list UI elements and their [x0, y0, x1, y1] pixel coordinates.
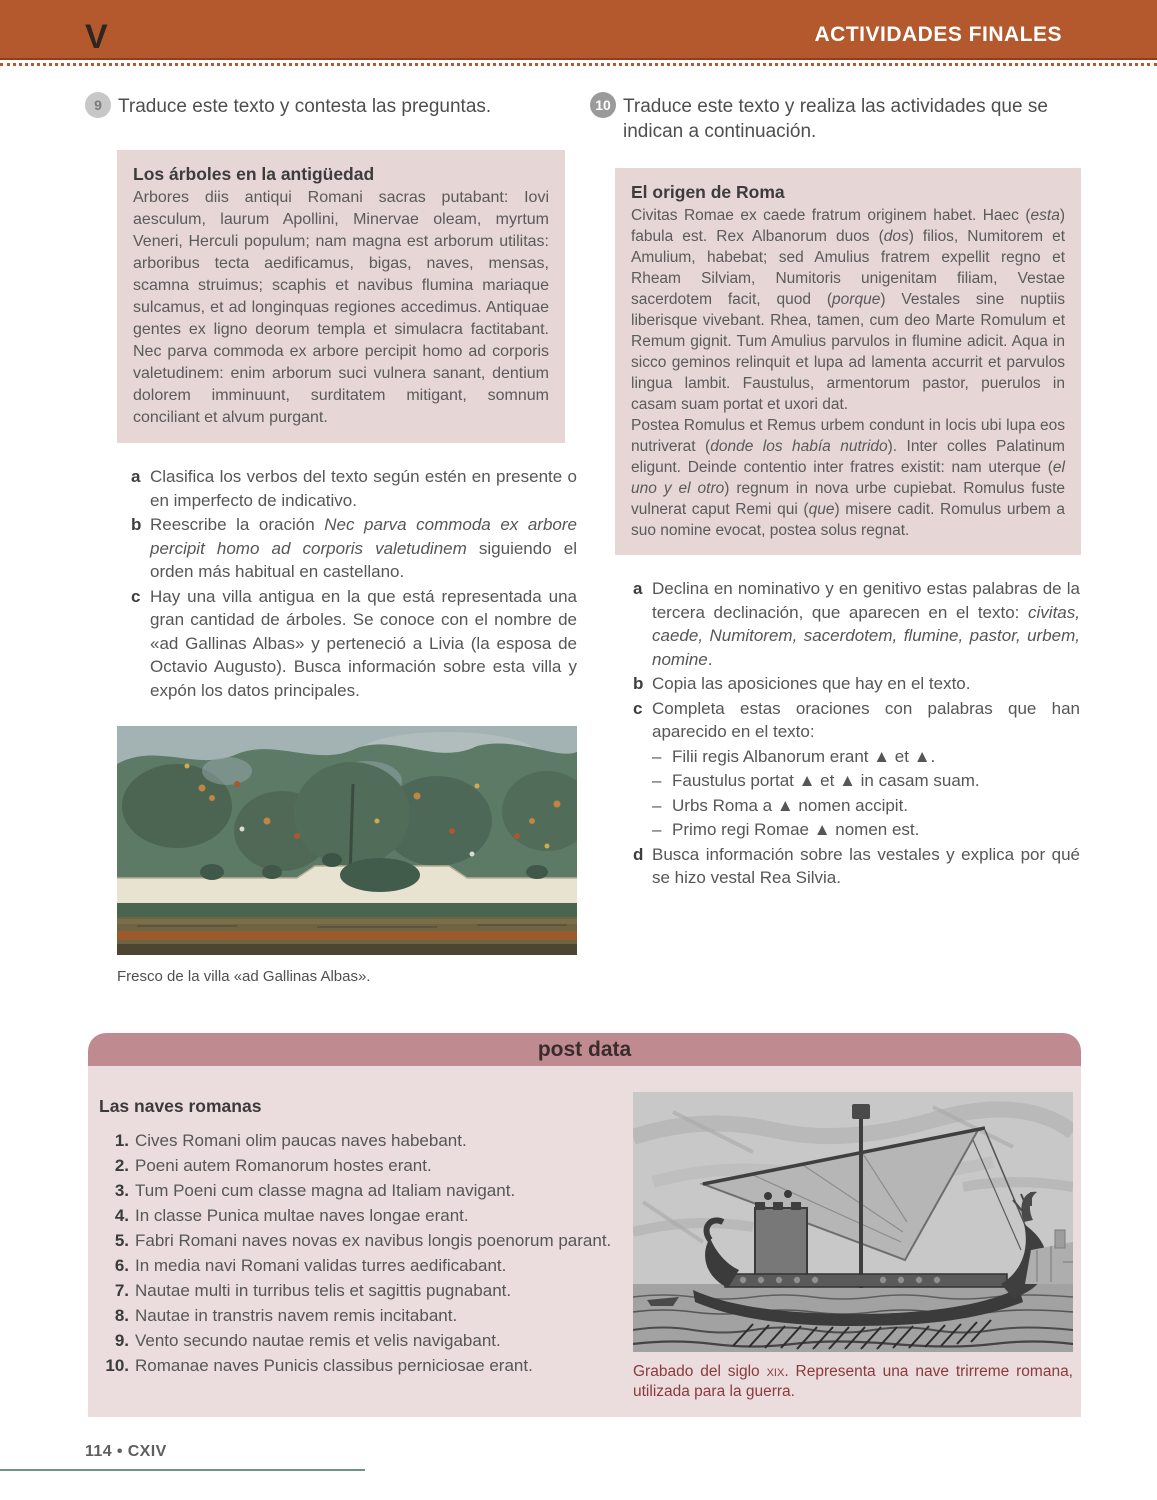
list-item-text: Nautae multi in turribus telis et sagittis pugnabant. [135, 1281, 512, 1300]
text-segment: ) regnum in nova urbe cupiebat. Romulus fuste vulnerat caput Remi qui ( [631, 480, 1065, 518]
list-item-number: 5. [114, 1231, 129, 1250]
item-letter: c [131, 586, 141, 606]
text-segment: . [707, 649, 713, 669]
dash-bullet: – [652, 820, 662, 839]
exercise-9-items [131, 465, 577, 702]
text-segment: Postea Romulus et Remus urbem condunt in locis ubi lupa eos nutriverat ( [631, 417, 1065, 455]
item-text: Clasifica los verbos del texto según estén en presente o en imperfecto de indicativo. [150, 467, 577, 510]
dash-bullet: – [652, 746, 662, 766]
list-item-text: Romanae naves Punicis classibus perniciosae erant. [135, 1356, 533, 1375]
unit-number: V [85, 18, 108, 56]
page-header-band [0, 0, 1157, 60]
item-letter: c [633, 698, 643, 718]
text-segment-italic: Nec parva commoda ex arbore percipit homo ad corporis valetudinem [150, 515, 577, 558]
naves-romanas-title: Las naves romanas [99, 1096, 262, 1116]
exercise-9-prompt-text: Traduce este texto y contesta las preguntas. [118, 96, 492, 117]
list-item [99, 1228, 627, 1253]
text-segment: Civitas Romae ex caede fratrum originem habet. Haec ( [631, 207, 1031, 224]
fresco-caption: Fresco de la villa «ad Gallinas Albas». [117, 968, 371, 985]
fill-blank-sentence [652, 794, 1080, 818]
exercise-10-item-a [633, 577, 1080, 671]
text-segment: Grabado del siglo [633, 1363, 767, 1380]
list-item-text: Fabri Romani naves novas ex navibus longis poenorum parant. [135, 1231, 612, 1250]
text-segment: Reescribe la oración [150, 515, 325, 534]
trireme-caption [633, 1362, 1073, 1402]
text-segment-italic: el uno y el otro [631, 459, 1065, 497]
list-item-text: Cives Romani olim paucas naves habebant. [135, 1131, 467, 1150]
dash-bullet: – [652, 771, 662, 790]
list-item-number: 10. [105, 1356, 129, 1375]
list-item [99, 1303, 627, 1328]
item-text [150, 513, 577, 584]
trireme-engraving-image [633, 1092, 1073, 1352]
text-segment: ) Vestales sine nuptiis liberisque vivebant. Rhea, tamen, cum deo Marte Romulum et Remum gignit. Tum Amulius parvulos in flumine adicit. Aqua in sicco geminos relinquit et lupa ad lamenta accurrit et parvulos lingua lambit. Faustulus, armentorum pastor, puerulos in casam suam portat et uxori dat. [631, 291, 1065, 413]
header-dotted-rule [0, 63, 1157, 66]
exercise-10-number-badge: 10 [590, 92, 616, 118]
reading-box-title: Los árboles en la antigüedad [133, 164, 375, 184]
naves-romanas-list [99, 1128, 627, 1378]
list-item-text: In media navi Romani validas turres aedificabant. [135, 1256, 507, 1275]
item-letter: a [131, 467, 141, 486]
list-item [99, 1253, 627, 1278]
list-item-text: In classe Punica multae naves longae erant. [135, 1206, 469, 1225]
item-text: Busca información sobre las vestales y explica por qué se hizo vestal Rea Silvia. [652, 844, 1080, 887]
fill-blank-sentence [652, 818, 1080, 842]
list-item-number: 2. [114, 1156, 129, 1175]
list-item-number: 3. [114, 1181, 129, 1200]
item-text [652, 697, 1080, 842]
item-letter: b [633, 674, 644, 693]
fill-blank-sentence [652, 769, 1080, 793]
post-data-band [88, 1033, 1081, 1066]
list-item [99, 1153, 627, 1178]
post-data-section [88, 1033, 1081, 1417]
reading-box-title: El origen de Roma [631, 182, 785, 202]
list-item-number: 8. [114, 1306, 129, 1325]
text-segment-italic: porque [832, 291, 881, 308]
post-data-title: post data [537, 1037, 632, 1061]
exercise-10-prompt-text: Traduce este texto y realiza las actividades que se indican a continuación. [623, 96, 1048, 142]
reading-box-paragraph-1 [631, 205, 1065, 415]
list-item [99, 1178, 627, 1203]
reading-box-origen-roma [615, 168, 1081, 555]
item-text: Hay una villa antigua en la que está representada una gran cantidad de árboles. Se conoce con el nombre de «ad Gallinas Albas» y perteneció a Livia (la esposa de Octavio Augusto). Busca información sobre esta villa y expón los datos principales. [150, 586, 577, 700]
exercise-9-item-a [131, 465, 577, 512]
fill-blank-sentence [652, 745, 1080, 769]
list-item-number: 7. [114, 1281, 129, 1300]
dash-bullet: – [652, 795, 662, 815]
list-item [99, 1128, 627, 1153]
exercise-9-item-b [131, 513, 577, 584]
list-item-text: Vento secundo nautae remis et velis navigabant. [135, 1331, 501, 1350]
text-segment: Completa estas oraciones con palabras que han aparecido en el texto: [652, 698, 1080, 741]
text-segment: . Representa una nave trirreme romana, utilizada para la guerra. [633, 1363, 1073, 1400]
list-item-text: Tum Poeni cum classe magna ad Italiam navigant. [135, 1181, 516, 1200]
item-letter: b [131, 515, 142, 534]
exercise-10-items [633, 577, 1080, 890]
list-item-number: 9. [114, 1331, 129, 1350]
list-item-text: Poeni autem Romanorum hostes erant. [135, 1156, 432, 1175]
post-data-body [88, 1066, 1081, 1417]
list-item [99, 1278, 627, 1303]
text-segment: ) filios, Numitorem et Amulium, habebat; sed Amulius fratrem expellit regno et Rheam Silviam, Numitoris unigenitam filiam, Vestae sacerdotem facit, quod ( [631, 228, 1065, 308]
exercise-10-item-d [633, 843, 1080, 890]
sentence-text: Urbs Roma a ▲ nomen accipit. [672, 795, 909, 815]
fresco-garden-image [117, 726, 577, 955]
left-column [85, 92, 579, 985]
page-number: 114 • CXIV [85, 1443, 167, 1460]
sentence-text: Primo regi Romae ▲ nomen est. [672, 820, 920, 839]
exercise-10-item-b [633, 672, 1080, 696]
list-item [99, 1353, 627, 1378]
sentence-text: Faustulus portat ▲ et ▲ in casam suam. [672, 771, 980, 790]
text-segment: ) fabula est. Rex Albanorum duos ( [631, 207, 1065, 245]
sentence-text: Filii regis Albanorum erant ▲ et ▲. [672, 746, 936, 766]
exercise-9-number-badge: 9 [85, 92, 111, 118]
exercise-9-prompt [85, 92, 579, 119]
list-item-number: 6. [114, 1256, 129, 1275]
text-segment-italic: donde los había nutrido [710, 438, 888, 455]
list-item [99, 1328, 627, 1353]
text-segment-italic: esta [1030, 207, 1060, 224]
page-title: ACTIVIDADES FINALES [814, 23, 1062, 46]
footer-rule [0, 1469, 365, 1471]
reading-box-paragraph-2 [631, 415, 1065, 541]
text-segment-italic: que [808, 501, 835, 518]
list-item [99, 1203, 627, 1228]
reading-box-arboles [117, 150, 565, 443]
reading-box-latin-text: Arbores diis antiqui Romani sacras putabant: Iovi aesculum, laurum Apollini, Minervae oleam, myrtum Veneri, Herculi populum; nam magna est arborum utilitas: arboribus tecta aedificamus, bigas, naves, mensas, scamna struimus; scaphis et navibus flumina mariaque sulcamus, et ad longinquas regiones accedimus. Antiquae gentes ex ligno deorum templa et simulacra factitabant. Nec parva commoda ex arbore percipit homo ad corporis valetudinem: enim arborum suci vulnera sanant, dentium dolorem imminuunt, surditatem mitigant, somnum conciliant et alvum purgant. [133, 189, 549, 426]
right-column [590, 92, 1082, 891]
text-segment: ) misere cadit. Romulus urbem a suo nomine evocat, postea solus regnat. [631, 501, 1065, 539]
text-segment: siguiendo el orden más habitual en castellano. [150, 538, 577, 581]
item-letter: a [633, 579, 643, 598]
list-item-number: 4. [114, 1206, 129, 1225]
list-item-number: 1. [114, 1131, 129, 1150]
text-segment: Declina en nominativo y en genitivo estas palabras de la tercera declinación, que aparecen en el texto: [652, 579, 1080, 622]
text-segment: ). Inter colles Palatinum eligunt. Deinde contentio inter fratres existit: nam uterque ( [631, 438, 1065, 476]
text-segment-italic: civitas, caede, Numitorem, sacerdotem, flumine, pastor, urbem, nomine [652, 602, 1080, 669]
text-segment-italic: dos [883, 228, 909, 245]
list-item-text: Nautae in transtris navem remis incitabant. [135, 1306, 458, 1325]
item-letter: d [633, 844, 644, 864]
roman-numeral-smallcaps: xix [766, 1363, 785, 1380]
exercise-10-item-c [633, 697, 1080, 842]
exercise-9-item-c [131, 585, 577, 703]
exercise-10-prompt [590, 92, 1082, 144]
item-text [652, 577, 1080, 671]
item-text: Copia las aposiciones que hay en el texto. [652, 674, 971, 693]
